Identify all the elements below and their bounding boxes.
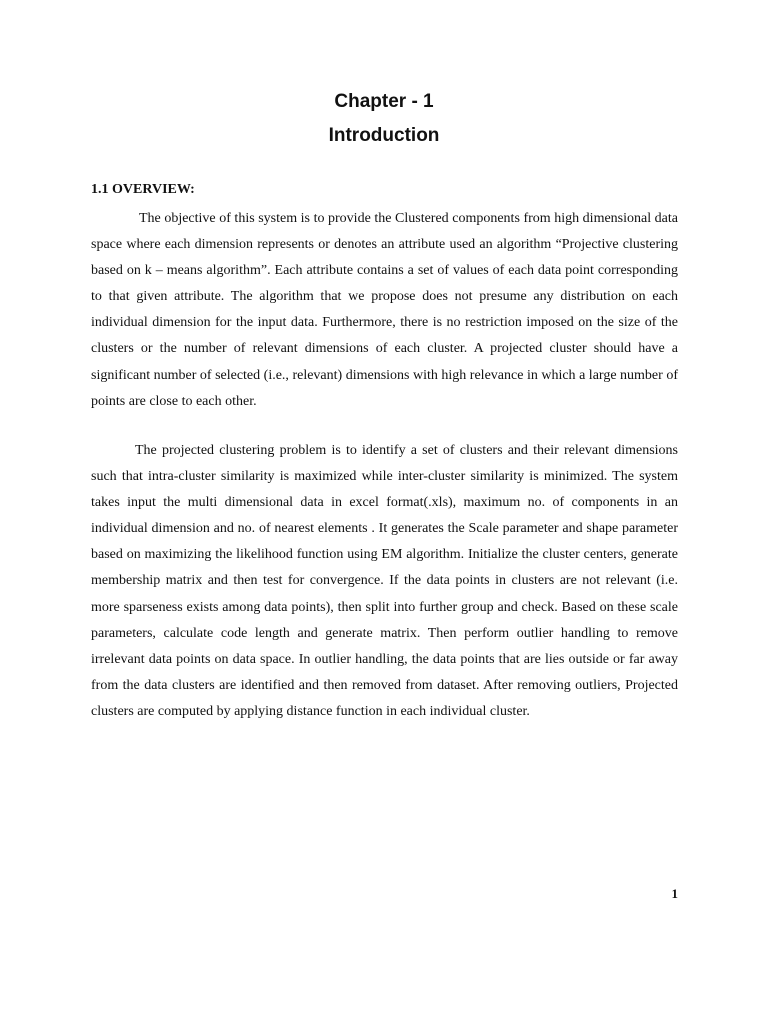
page-number: 1 <box>671 886 678 901</box>
paragraph-1: The objective of this system is to provide the Clustered components from high dimensional data space where each dimension represents or denotes an attribute used an algorithm “Projective clustering based on k – means algorithm”. Each attribute contains a set of values of each data point corresponding to that given attribute. The algorithm that we propose does not presume any distribution on each individual dimension for the input data. Furthermore, there is no restriction imposed on the size of the clusters or the number of relevant dimensions of each cluster. A projected cluster should have a significant number of selected (i.e., relevant) dimensions with high relevance in which a large number of points are close to each other. <box>91 211 678 409</box>
chapter-number: Chapter - 1 <box>334 91 434 112</box>
chapter-title: Introduction <box>328 125 440 146</box>
section-heading: 1.1 OVERVIEW: <box>91 182 195 197</box>
paragraph-2: The projected clustering problem is to identify a set of clusters and their relevant dimensions such that intra-cluster similarity is maximized while inter-cluster similarity is minimized. The system takes input the multi dimensional data in excel format(.xls), maximum no. of components in an individual dimension and no. of nearest elements . It generates the Scale parameter and shape parameter based on maximizing the likelihood function using EM algorithm. Initialize the cluster centers, generate membership matrix and then test for convergence. If the data points in clusters are not relevant (i.e. more sparseness exists among data points), then split into further group and check. Based on these scale parameters, calculate code length and generate matrix. Then perform outlier handling to remove irrelevant data points on data space. In outlier handling, the data points that are lies outside or far away from the data clusters are identified and then removed from dataset. After removing outliers, Projected clusters are computed by applying distance function in each individual cluster. <box>91 443 678 719</box>
